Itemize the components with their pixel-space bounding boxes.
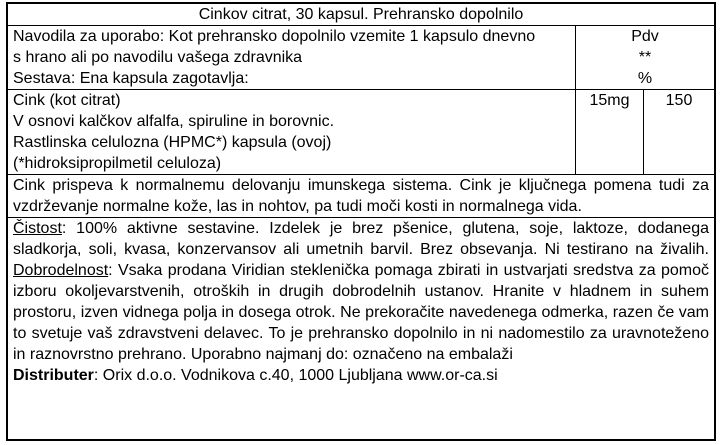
pdv-header [576, 26, 714, 89]
ingredient-line: (*hidroksipropilmetil celuloza) [13, 155, 222, 172]
composition-ingredients [8, 90, 576, 174]
supplement-label [6, 2, 716, 441]
pdv-label: Pdv [631, 28, 659, 45]
pdv-unit: % [637, 70, 653, 87]
distributor-text: : Orix d.o.o. Vodnikova c.40, 1000 Ljubljana www.or-ca.si [93, 367, 498, 384]
purity-label: Čistost [13, 220, 62, 237]
ingredient-amount: 15mg [576, 90, 644, 174]
composition-row [8, 90, 714, 175]
distributor-label: Distributer [13, 367, 94, 384]
ingredient-pdv: 150 [665, 92, 693, 109]
charity-label: Dobrodelnost [13, 262, 109, 279]
ingredient-line: Cink (kot citrat) [13, 92, 121, 109]
usage-line: Navodila za uporabo: Kot prehransko dopolnilo vzemite 1 kapsulo dnevno [13, 28, 536, 45]
usage-row [8, 26, 714, 90]
info-paragraph [13, 218, 709, 365]
claim-text: Cink prispeva k normalnemu delovanju imunskega sistema. Cink je ključnega pomena tudi za vzdrževanje normalne kože, las in nohtov, pa tudi moči kosti in normalnega vida. [13, 177, 709, 215]
product-title: Cinkov citrat, 30 kapsul. Prehransko dopolnilo [8, 4, 714, 26]
health-claim [8, 175, 714, 218]
ingredient-line: Rastlinska celulozna (HPMC*) kapsula (ovoj) [13, 134, 332, 151]
pdv-footnote-mark: ** [638, 49, 652, 66]
purity-text: : 100% aktivne sestavine. Izdelek je brez pšenice, glutena, soje, laktoze, dodanega sladkorja, soli, kvasa, konzervansov ali umetnih barvil. Brez obsevanja. Ni testirano na živalih. [13, 220, 709, 258]
ingredient-line: V osnovi kalčkov alfalfa, spiruline in borovnic. [13, 113, 335, 130]
charity-text: : Vsaka prodana Viridian steklenička pomaga zbirati in ustvarjati sredstva za pomoč izboru okoljevarstvenih, otroških in drugih dobrodelnih ustanov. Hranite v hladnem in suhem prostoru, izven vidnega polja in dosega otrok. Ne prekoračite navedenega odmerka, razen če vam to svetuje vaš zdravstveni delavec. To je prehransko dopolnilo in ni nadomestilo za uravnoteženo in raznovrstno prehrano. Uporabno najmanj do: označeno na embalaži [13, 262, 709, 363]
composition-heading: Sestava: Ena kapsula zagotavlja: [13, 70, 249, 87]
usage-line: s hrano ali po navodilu vašega zdravnika [13, 49, 303, 66]
distributor-line [13, 365, 709, 386]
usage-instructions [8, 26, 576, 89]
product-info [8, 218, 714, 386]
